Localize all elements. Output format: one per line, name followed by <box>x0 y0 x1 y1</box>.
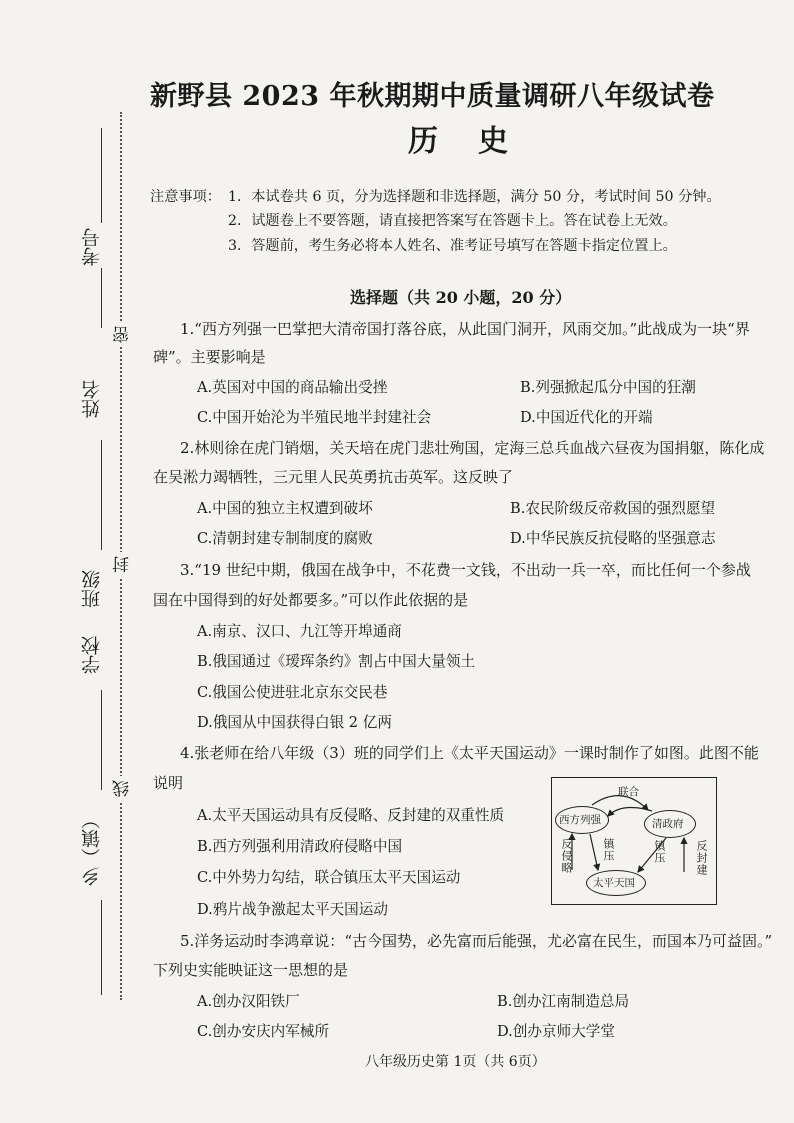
diagram-label-anti-invasion: 反侵略 <box>560 838 573 874</box>
question-2-option-c: C.清朝封建专制制度的腐败 <box>197 530 373 547</box>
note-item: 1．本试卷共 6 页，分为选择题和非选择题，满分 50 分，考试时间 50 分钟。 <box>228 189 721 205</box>
question-5-option-b: B.创办江南制造总局 <box>497 993 630 1010</box>
diagram-label-unite: 联合 <box>618 786 639 798</box>
seal-char-xian: 线 <box>110 776 135 801</box>
question-4-option-b: B.西方列强利用清政府侵略中国 <box>197 838 403 855</box>
question-2-option-b: B.农民阶级反帝救国的强烈愿望 <box>510 500 716 517</box>
diagram-node-west: 西方列强 <box>559 814 601 826</box>
question-2-option-d: D.中华民族反抗侵略的坚强意志 <box>510 530 716 547</box>
page-footer: 八年级历史第 1页（共 6页） <box>365 1054 546 1070</box>
note-item: 2．试题卷上不要答题，请直接把答案写在答题卡上。答在试卷上无效。 <box>228 213 677 229</box>
arrow-unite-back <box>608 807 652 816</box>
question-3-option-b: B.俄国通过《瑷珲条约》割占中国大量领土 <box>197 653 476 670</box>
notes-label: 注意事项： <box>150 189 221 205</box>
question-5-line-1: 5.洋务运动时李鸿章说：“古今国势，必先富而后能强，尤必富在民生，而国本乃可益固。” <box>180 932 773 950</box>
diagram-node-qing: 清政府 <box>652 818 684 830</box>
question-1-option-d: D.中国近代化的开端 <box>520 409 653 426</box>
taiping-diagram <box>551 777 717 905</box>
school-label: 学校 <box>81 636 103 674</box>
diagram-label-suppress-1: 镇压 <box>602 838 615 862</box>
subject-title: 历史 <box>408 124 548 159</box>
question-3-line-1: 3.“19 世纪中期，俄国在战争中，不花费一文钱，不出动一兵一卒，而比任何一个参战 <box>180 561 751 579</box>
question-1-option-b: B.列强掀起瓜分中国的狂潮 <box>520 379 696 396</box>
diagram-node-taiping: 太平天国 <box>593 877 635 889</box>
class-label: 班级 <box>81 570 103 608</box>
question-1-option-c: C.中国开始沦为半殖民地半封建社会 <box>197 409 432 426</box>
arrow-suppress-right <box>638 838 666 872</box>
question-3-option-a: A.南京、汉口、九江等开埠通商 <box>197 623 402 640</box>
question-3-option-d: D.俄国从中国获得白银 2 亿两 <box>197 714 392 731</box>
question-4-option-a: A.太平天国运动具有反侵略、反封建的双重性质 <box>197 807 505 824</box>
diagram-arrows <box>552 778 716 904</box>
question-2-line-2: 在吴淞力竭牺牲，三元里人民英勇抗击英军。这反映了 <box>153 468 514 486</box>
question-4-option-d: D.鸦片战争激起太平天国运动 <box>197 901 388 918</box>
question-2-option-a: A.中国的独立主权遭到破坏 <box>197 500 373 517</box>
school-blank <box>101 690 102 790</box>
town-blank <box>101 900 102 995</box>
exam-title: 新野县 2023 年秋期期中质量调研八年级试卷 <box>150 81 715 112</box>
exam-number-label: 考号 <box>81 228 103 266</box>
question-5-line-2: 下列史实能映证这一思想的是 <box>153 961 349 979</box>
name-blank <box>101 440 102 550</box>
arrow-suppress-left <box>590 834 598 870</box>
question-5-option-a: A.创办汉阳铁厂 <box>197 993 300 1010</box>
diagram-label-suppress-2: 镇压 <box>653 840 666 864</box>
question-5-option-d: D.创办京师大学堂 <box>497 1023 615 1040</box>
town-label: 乡（镇） <box>81 810 103 886</box>
diagram-label-anti-feudal: 反封建 <box>695 840 708 876</box>
name-label: 姓名 <box>81 380 103 418</box>
question-1-option-a: A.英国对中国的商品输出受挫 <box>197 379 388 396</box>
question-2-line-1: 2.林则徐在虎门销烟，关天培在虎门悲壮殉国，定海三总兵血战六昼夜为国捐躯，陈化成 <box>180 439 765 457</box>
question-4-option-c: C.中外势力勾结，联合镇压太平天国运动 <box>197 869 461 886</box>
question-3-option-c: C.俄国公使进驻北京东交民巷 <box>197 684 388 701</box>
question-4-line-2: 说明 <box>153 774 184 792</box>
question-1-line-1: 1.“西方列强一巴掌把大清帝国打落谷底，从此国门洞开，风雨交加。”此战成为一块“界 <box>180 320 750 338</box>
seal-char-feng: 封 <box>110 552 135 577</box>
question-3-line-2: 国在中国得到的好处都要多。”可以作此依据的是 <box>153 591 469 609</box>
binding-margin <box>0 0 140 1123</box>
question-5-option-c: C.创办安庆内军械所 <box>197 1023 330 1040</box>
question-4-line-1: 4.张老师在给八年级（3）班的同学们上《太平天国运动》一课时制作了如图。此图不能 <box>180 744 759 762</box>
seal-char-mi: 密 <box>110 322 135 347</box>
question-1-line-2: 碑”。主要影响是 <box>153 348 266 366</box>
note-item: 3．答题前，考生务必将本人姓名、准考证号填写在答题卡指定位置上。 <box>228 238 677 254</box>
exam-number-blank-2 <box>101 268 102 328</box>
section-title: 选择题（共 20 小题，20 分） <box>350 288 572 307</box>
exam-number-blank <box>101 128 102 223</box>
